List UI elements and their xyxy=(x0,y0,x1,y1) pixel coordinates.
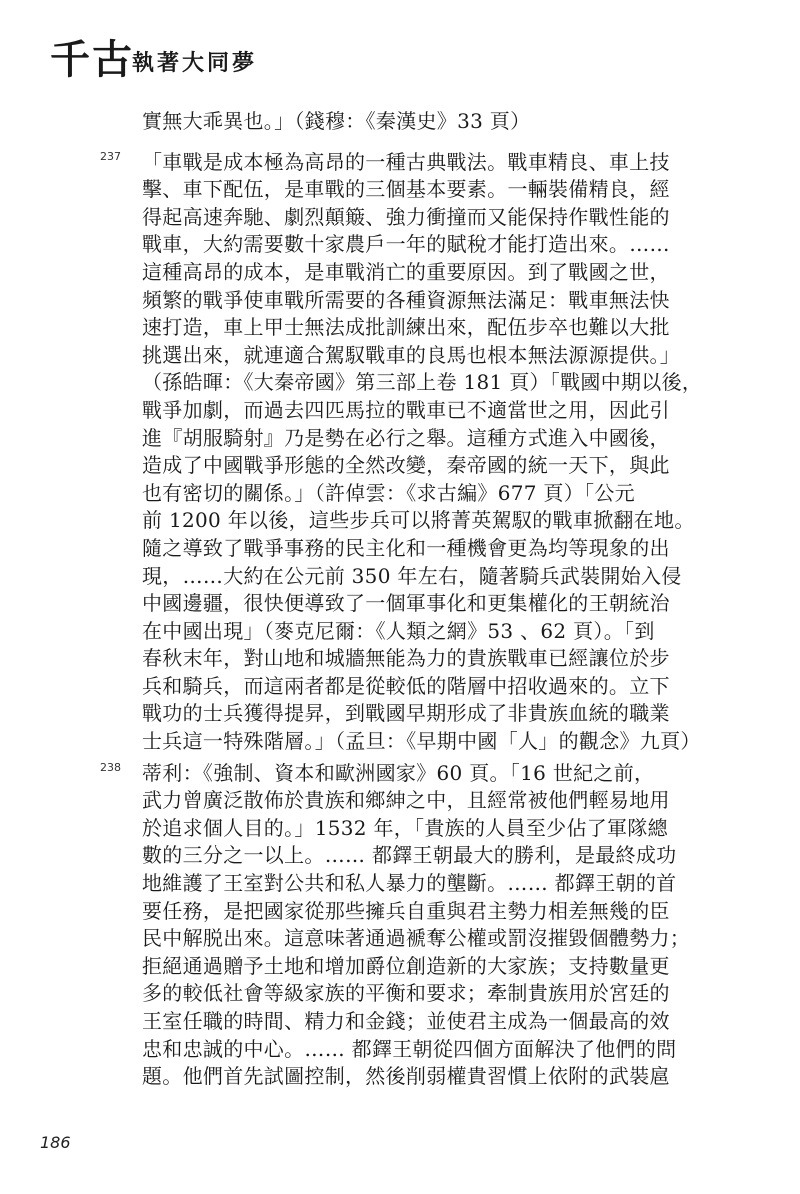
text-line: 這種高昂的成本，是車戰消亡的重要原因。到了戰國之世， xyxy=(142,259,670,284)
text-line: 在中國出現」（麥克尼爾：《人類之網》53 、62 頁）。「到 xyxy=(142,618,655,643)
text-line: 武力曾廣泛散佈於貴族和鄉紳之中，且經常被他們輕易地用 xyxy=(142,788,670,813)
text-line: 民中解脱出來。這意味著通過褫奪公權或罰沒摧毀個體勢力； xyxy=(142,926,691,951)
text-line: 數的三分之一以上。…… 都鐸王朝最大的勝利，是最終成功 xyxy=(142,843,677,868)
text-line: 速打造，車上甲士無法成批訓練出來，配伍步卒也難以大批 xyxy=(142,315,670,340)
footnote-238 xyxy=(100,760,691,1091)
footnotes-body xyxy=(100,108,703,1091)
text-line: 進『胡服騎射』乃是勢在必行之舉。這種方式進入中國後， xyxy=(142,425,670,450)
text-line: 現，……大約在公元前 350 年左右，隨著騎兵武裝開始入侵 xyxy=(142,563,682,588)
text-line: 造成了中國戰爭形態的全然改變，秦帝國的統一天下，與此 xyxy=(142,453,670,478)
text-line: 隨之導致了戰爭事務的民主化和一種機會更為均等現象的出 xyxy=(142,535,670,560)
text-line: 戰功的士兵獲得提昇，到戰國早期形成了非貴族血統的職業 xyxy=(142,701,670,726)
text-line: 中國邊疆，很快便導致了一個軍事化和更集權化的王朝統治 xyxy=(142,591,670,616)
text-line: 實無大乖異也。」（錢穆：《秦漢史》33 頁） xyxy=(142,109,531,133)
book-title-sub: 執著大同夢 xyxy=(132,50,258,76)
text-line: 地維護了王室對公共和私人暴力的壟斷。…… 都鐸王朝的首 xyxy=(142,871,677,896)
footnote-237 xyxy=(100,149,703,756)
text-line: 春秋末年，對山地和城牆無能為力的貴族戰車已經讓位於步 xyxy=(142,646,670,671)
text-line: 擊、車下配伍，是車戰的三個基本要素。一輛裝備精良，經 xyxy=(142,177,670,202)
text-line: 王室任職的時間、精力和金錢；並使君主成為一個最高的效 xyxy=(142,1009,670,1033)
footnote-number: 238 xyxy=(100,760,121,774)
text-line: 前 1200 年以後，這些步兵可以將菁英駕馭的戰車掀翻在地。 xyxy=(142,508,695,533)
text-line: 也有密切的關係。」（許倬雲：《求古編》677 頁）「公元 xyxy=(142,480,635,505)
text-line: 蒂利：《強制、資本和歐洲國家》60 頁。「16 世紀之前， xyxy=(142,760,655,785)
text-line: 「車戰是成本極為高昂的一種古典戰法。戰車精良、車上技 xyxy=(142,149,670,174)
text-line: 挑選出來，就連適合駕馭戰車的良馬也根本無法源源提供。」 xyxy=(142,342,681,367)
text-line: 要任務，是把國家從那些擁兵自重與君主勢力相差無幾的臣 xyxy=(142,898,670,923)
text-line: 忠和忠誠的中心。…… 都鐸王朝從四個方面解決了他們的問 xyxy=(142,1036,677,1061)
book-title-main: 千古 xyxy=(50,36,134,83)
text-line: 多的較低社會等級家族的平衡和要求；牽制貴族用於宮廷的 xyxy=(142,981,670,1006)
text-line: （孫皓暉：《大秦帝國》第三部上卷 181 頁）「戰國中期以後， xyxy=(142,370,703,395)
text-line: 題。他們首先試圖控制，然後削弱權貴習慣上依附的武裝扈 xyxy=(142,1064,670,1089)
text-line: 頻繁的戰爭使車戰所需要的各種資源無法滿足：戰車無法快 xyxy=(142,287,670,312)
text-line: 拒絕通過贈予土地和增加爵位創造新的大家族；支持數量更 xyxy=(142,953,670,978)
text-line: 士兵這一特殊階層。」（孟旦：《早期中國「人」的觀念》九頁） xyxy=(142,729,701,754)
continuation-text xyxy=(142,108,662,136)
footnote-number: 237 xyxy=(100,149,121,163)
page-number: 186 xyxy=(40,1133,71,1152)
text-line: 戰車，大約需要數十家農戶一年的賦稅才能打造出來。…… xyxy=(142,232,670,257)
text-line: 於追求個人目的。」1532 年，「貴族的人員至少佔了軍隊總 xyxy=(142,815,668,840)
text-line: 戰爭加劇，而過去四匹馬拉的戰車已不適當世之用，因此引 xyxy=(142,397,670,422)
text-line: 兵和騎兵，而這兩者都是從較低的階層中招收過來的。立下 xyxy=(142,673,670,698)
text-line: 得起高速奔馳、劇烈顛簸、強力衝撞而又能保持作戰性能的 xyxy=(142,204,670,229)
